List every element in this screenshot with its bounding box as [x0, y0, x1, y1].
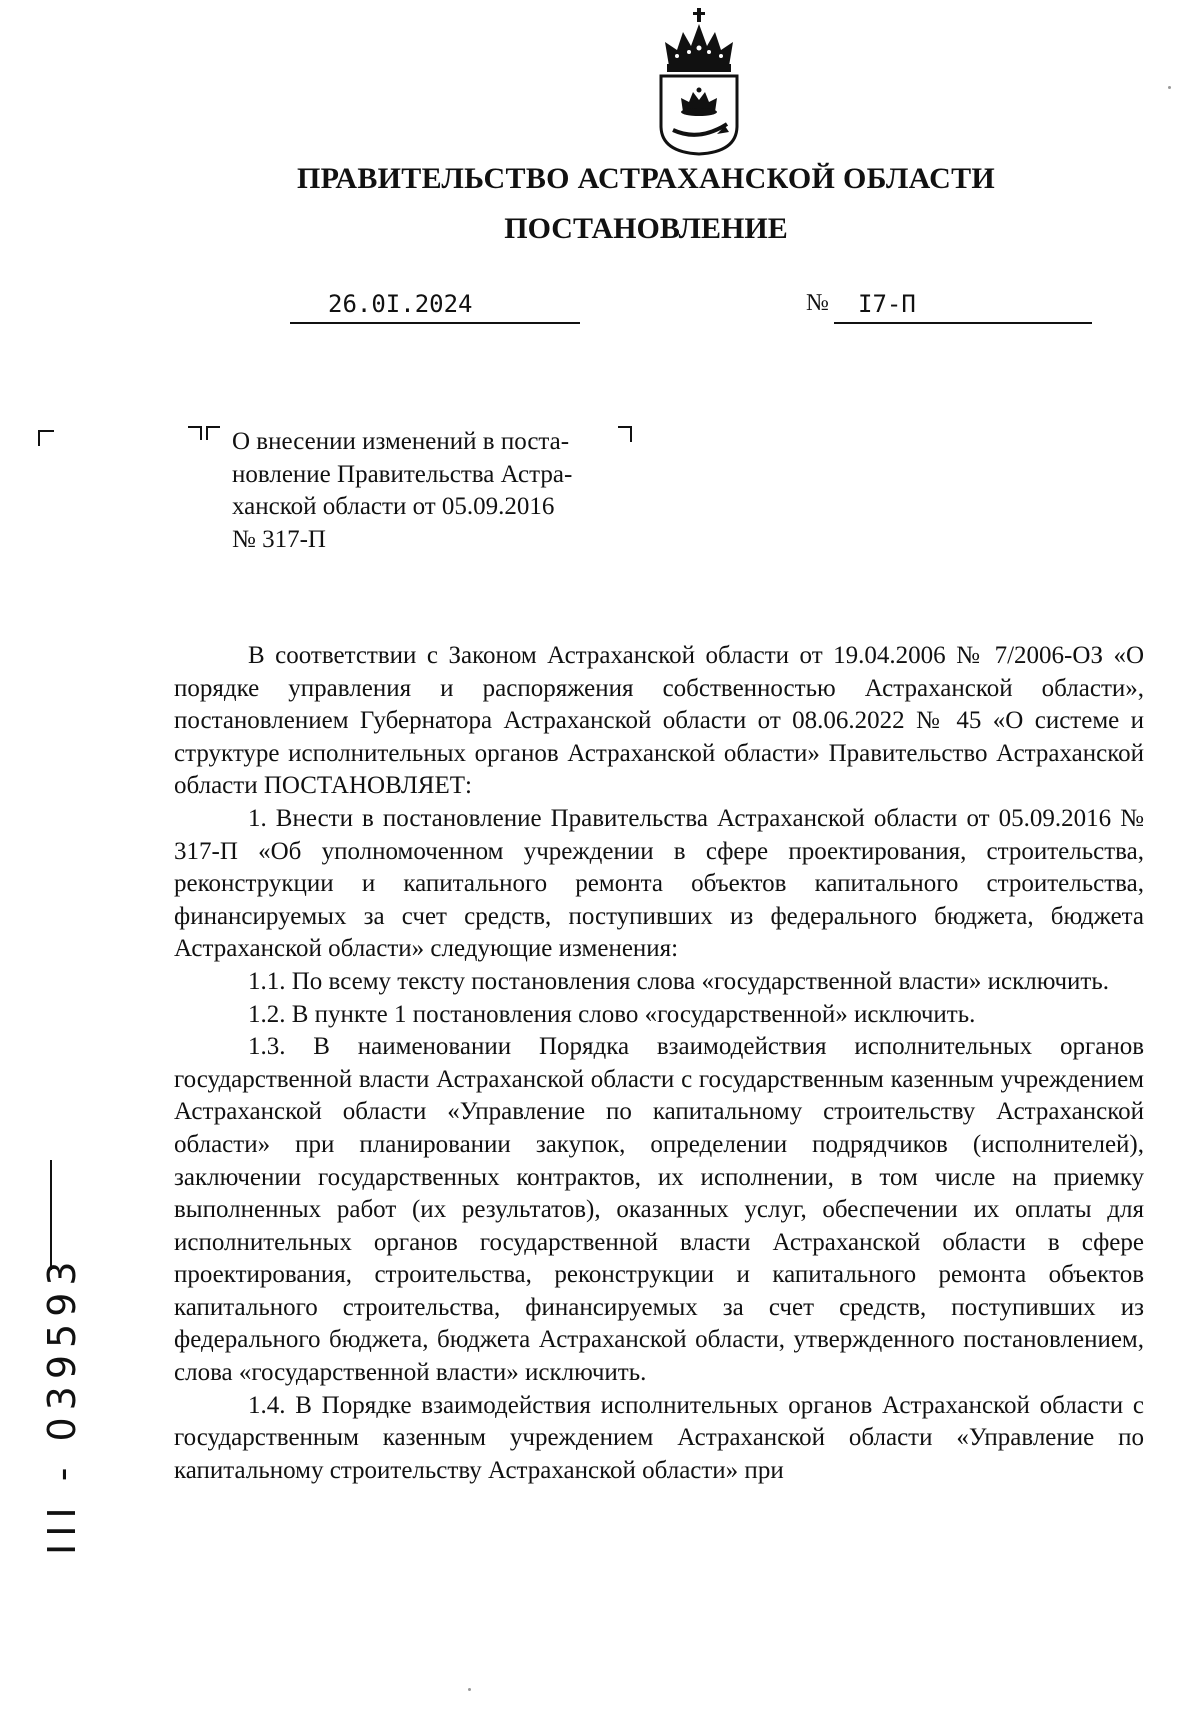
document-date: 26.0I.2024	[328, 290, 473, 318]
body-paragraph: В соответствии с Законом Астраханской области от 19.04.2006 № 7/2006-ОЗ «О порядке управления и распоряжения собственностью Астраханской области», постановлением Губернатора Астраханской области от 08.06.2022 № 45 «О системе и структуре исполнительных органов Астраханской области» Правительство Астраханской области ПОСТАНОВЛЯЕТ:	[174, 642, 1144, 800]
subject-line: № 317-П	[232, 525, 326, 553]
body-paragraph: 1.2. В пункте 1 постановления слово «государственной» исключить.	[248, 1000, 976, 1028]
corner-mark	[206, 426, 220, 440]
scan-speck	[1168, 86, 1171, 89]
body-paragraph: 1. Внести в постановление Правительства Астраханской области от 05.09.2016 № 317-П «Об уполномоченном учреждении в сфере проектирования, строительства, реконструкции и капитального ремонта объектов капитального строительства, финансируемых за счет средств, поступивших из федерального бюджета, бюджета Астраханской области» следующие изменения:	[174, 804, 1144, 963]
body-paragraph: 1.1. По всему тексту постановления слова «государственной власти» исключить.	[248, 967, 1109, 995]
subject-line: новление Правительства Астра-	[232, 460, 573, 488]
document-number-field	[834, 290, 1092, 324]
organization-title: ПРАВИТЕЛЬСТВО АСТРАХАНСКОЙ ОБЛАСТИ	[296, 162, 996, 195]
body-paragraph: 1.4. В Порядке взаимодействия исполнительных органов Астраханской области с государственным казенным учреждением Астраханской области «Управление по капитальному строительству Астраханской области» при	[174, 1391, 1144, 1484]
corner-mark	[38, 430, 54, 446]
corner-mark	[188, 426, 202, 440]
document-date-field	[290, 290, 580, 324]
subject-line: ханской области от 05.09.2016	[232, 493, 555, 520]
coat-of-arms-icon	[655, 8, 743, 156]
serial-code: ІІІ - 039593	[40, 1254, 84, 1555]
subject-line: О внесении изменений в поста-	[232, 428, 570, 455]
document-type: ПОСТАНОВЛЕНИЕ	[504, 212, 788, 245]
document-body	[174, 640, 1144, 1487]
body-paragraph: 1.3. В наименовании Порядка взаимодействия исполнительных органов государственной власти Астраханской области с государственным казенным учреждением Астраханской области «Управление по капитальному строительству Астраханской области» при планировании закупок, определении подрядчиков (исполнителей), заключении государственных контрактов, их исполнении, в том числе на приемку выполненных работ (их результатов), оказанных услуг, обеспечении их оплаты для исполнительных органов государственной власти Астраханской области в сфере проектирования, строительства, реконструкции и капитального ремонта объектов капитального строительства, финансируемых за счет средств, поступивших из федерального бюджета, бюджета Астраханской области, утвержденного постановлением, слова «государственной власти» исключить.	[174, 1033, 1144, 1387]
scan-speck	[468, 1688, 471, 1691]
document-number: I7-П	[858, 290, 916, 318]
document-subject	[232, 426, 622, 556]
number-sign: №	[806, 290, 829, 316]
